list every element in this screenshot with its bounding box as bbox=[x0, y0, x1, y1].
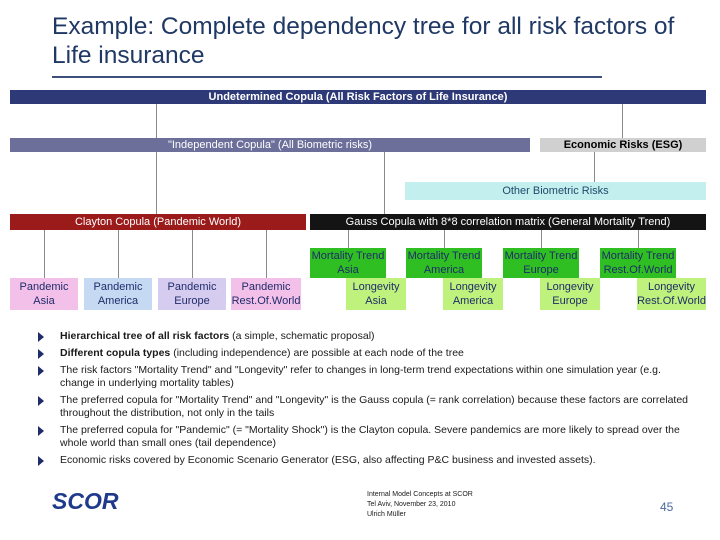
mortality-trend-europe-box bbox=[503, 248, 579, 278]
region-label: Asia bbox=[33, 295, 55, 307]
bullet-arrow-icon bbox=[38, 349, 44, 359]
gauss-copula-box: Gauss Copula with 8*8 correlation matrix (General Mortality Trend) bbox=[310, 214, 706, 230]
slide-title: Example: Complete dependency tree for all risk factors of Life insurance bbox=[52, 13, 675, 69]
bullet-list bbox=[38, 330, 698, 471]
region-label: Rest.Of.World bbox=[637, 295, 706, 307]
pandemic-label: Pandemic bbox=[241, 281, 291, 293]
bullet-item bbox=[38, 454, 698, 467]
connector bbox=[384, 152, 385, 214]
bullet-text: (including independence) are possible at each node of the tree bbox=[170, 347, 464, 359]
connector bbox=[44, 230, 45, 278]
bullet-text: The preferred copula for "Mortality Trend" and "Longevity" is the Gauss copula (= rank correlation) because these factors are correlated throughout the distribution, not only in the tails bbox=[60, 394, 689, 419]
bullet-bold-text: Different copula types bbox=[60, 347, 171, 359]
region-label: Europe bbox=[523, 264, 559, 276]
longevity-label: Longevity bbox=[449, 281, 497, 293]
footer-line: Ulrich Müller bbox=[367, 511, 406, 518]
region-label: Rest.Of.World bbox=[603, 264, 673, 276]
bullet-bold-text: Hierarchical tree of all risk factors bbox=[60, 330, 230, 342]
bullet-item bbox=[38, 347, 698, 360]
region-label: Asia bbox=[337, 264, 359, 276]
longevity-asia-box bbox=[346, 278, 406, 310]
region-label: Rest.Of.World bbox=[231, 295, 301, 307]
mortality-trend-label: Mortality Trend bbox=[601, 250, 675, 262]
independent-copula-box: "Independent Copula" (All Biometric risks) bbox=[10, 138, 530, 152]
connector bbox=[266, 230, 267, 278]
pandemic-label: Pandemic bbox=[19, 281, 69, 293]
connector bbox=[638, 230, 639, 248]
connector bbox=[156, 152, 157, 214]
root-copula-box: Undetermined Copula (All Risk Factors of Life Insurance) bbox=[10, 90, 706, 104]
longevity-label: Longevity bbox=[647, 281, 696, 293]
bullet-arrow-icon bbox=[38, 332, 44, 342]
region-label: America bbox=[97, 295, 139, 307]
region-label: America bbox=[452, 295, 494, 307]
longevity-america-box bbox=[443, 278, 503, 310]
region-label: Asia bbox=[365, 295, 387, 307]
longevity-label: Longevity bbox=[546, 281, 594, 293]
connector bbox=[192, 230, 193, 278]
connector bbox=[622, 104, 623, 138]
footer-line: Internal Model Concepts at SCOR bbox=[367, 491, 473, 498]
pandemic-label: Pandemic bbox=[167, 281, 217, 293]
longevity-rest-of-world-box bbox=[637, 278, 706, 310]
bullet-arrow-icon bbox=[38, 426, 44, 436]
mortality-trend-label: Mortality Trend bbox=[407, 250, 481, 262]
pandemic-europe-box bbox=[158, 278, 226, 310]
connector bbox=[541, 230, 542, 248]
other-biometric-risks-box: Other Biometric Risks bbox=[405, 182, 706, 200]
mortality-trend-label: Mortality Trend bbox=[504, 250, 578, 262]
economic-risks-box: Economic Risks (ESG) bbox=[540, 138, 706, 152]
page-number: 45 bbox=[660, 500, 674, 514]
region-label: Europe bbox=[552, 295, 588, 307]
pandemic-america-box bbox=[84, 278, 152, 310]
mortality-trend-rest-of-world-box bbox=[600, 248, 676, 278]
bullet-text: The preferred copula for "Pandemic" (= "Mortality Shock") is the Clayton copula. Severe pandemics are more likely to spread over the whole world than small ones (tail dependence) bbox=[60, 424, 680, 449]
bullet-item bbox=[38, 424, 698, 450]
bullet-item bbox=[38, 330, 698, 343]
mortality-trend-america-box bbox=[406, 248, 482, 278]
connector bbox=[444, 230, 445, 248]
pandemic-rest-of-world-box bbox=[231, 278, 301, 310]
longevity-europe-box bbox=[540, 278, 600, 310]
bullet-item bbox=[38, 364, 698, 390]
bullet-text: The risk factors "Mortality Trend" and "Longevity" refer to changes in long-term trend expectations within one simulation year (e.g. change in underlying mortality tables) bbox=[60, 364, 661, 389]
bullet-arrow-icon bbox=[38, 396, 44, 406]
bullet-arrow-icon bbox=[38, 456, 44, 466]
connector bbox=[118, 230, 119, 278]
connector bbox=[348, 230, 349, 248]
title-underline bbox=[52, 76, 602, 78]
bullet-item bbox=[38, 394, 698, 420]
bullet-arrow-icon bbox=[38, 366, 44, 376]
clayton-copula-box: Clayton Copula (Pandemic World) bbox=[10, 214, 306, 230]
footer-note bbox=[367, 490, 473, 520]
region-label: America bbox=[423, 264, 465, 276]
mortality-trend-asia-box bbox=[310, 248, 386, 278]
longevity-label: Longevity bbox=[352, 281, 400, 293]
bullet-text: Economic risks covered by Economic Scenario Generator (ESG, also affecting P&C business and invested assets). bbox=[60, 454, 596, 466]
connector bbox=[156, 104, 157, 138]
mortality-trend-label: Mortality Trend bbox=[311, 250, 385, 262]
pandemic-label: Pandemic bbox=[93, 281, 143, 293]
pandemic-asia-box bbox=[10, 278, 78, 310]
bullet-text: (a simple, schematic proposal) bbox=[229, 330, 375, 342]
footer-line: Tel Aviv, November 23, 2010 bbox=[367, 501, 456, 508]
connector bbox=[594, 152, 595, 182]
scor-logo bbox=[52, 488, 144, 514]
scor-logo-text: SCOR bbox=[52, 488, 119, 514]
region-label: Europe bbox=[174, 295, 210, 307]
